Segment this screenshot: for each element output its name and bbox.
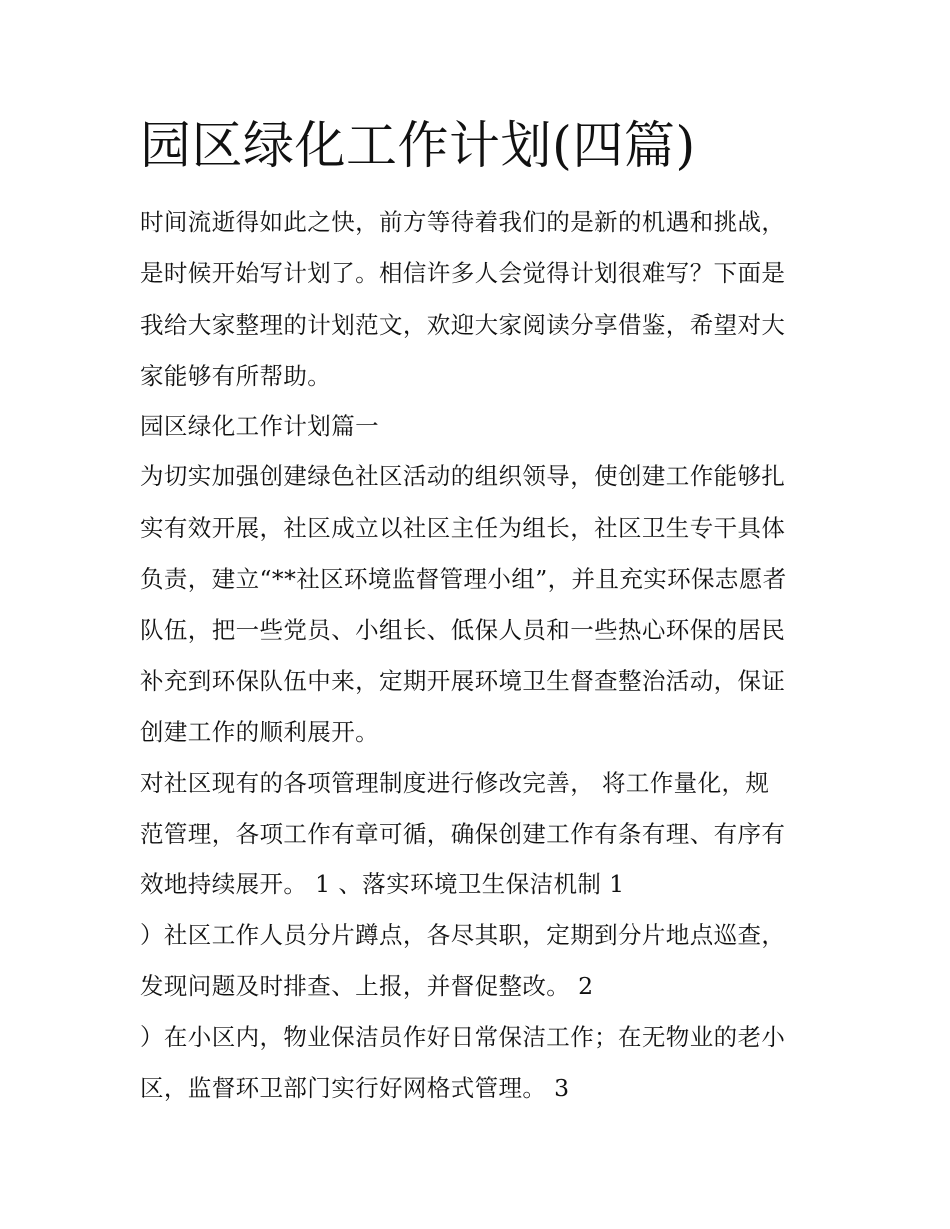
document-title: 园区绿化工作计划(四篇)	[140, 117, 696, 176]
paragraph-line: 是时候开始写计划了。相信许多人会觉得计划很难写？下面是	[140, 259, 786, 287]
paragraph-line: 对社区现有的各项管理制度进行修改完善， 将工作量化，规	[140, 769, 770, 797]
paragraph-line: 区，监督环卫部门实行好网格式管理。 3	[140, 1074, 570, 1102]
paragraph-line: 负责，建立“**社区环境监督管理小组”，并且充实环保志愿者	[140, 565, 787, 593]
section-heading: 园区绿化工作计划篇一	[140, 412, 379, 440]
paragraph-line: 为切实加强创建绿色社区活动的组织领导，使创建工作能够扎	[140, 462, 786, 490]
paragraph-line: 范管理，各项工作有章可循，确保创建工作有条有理、有序有	[140, 820, 786, 848]
paragraph-line: 实有效开展，社区成立以社区主任为组长，社区卫生专干具体	[140, 514, 786, 542]
paragraph-line: 我给大家整理的计划范文，欢迎大家阅读分享借鉴，希望对大	[140, 311, 786, 339]
paragraph-line: ）社区工作人员分片蹲点，各尽其职，定期到分片地点巡查，	[140, 921, 786, 949]
paragraph-line: 家能够有所帮助。	[140, 362, 332, 390]
paragraph-line: ）在小区内，物业保洁员作好日常保洁工作；在无物业的老小	[140, 1023, 786, 1051]
paragraph-line: 补充到环保队伍中来，定期开展环境卫生督查整治活动，保证	[140, 667, 786, 695]
paragraph-line: 队伍，把一些党员、小组长、低保人员和一些热心环保的居民	[140, 616, 786, 644]
paragraph-line: 创建工作的顺利展开。	[140, 718, 379, 746]
paragraph-line: 发现问题及时排查、上报，并督促整改。 2	[140, 972, 594, 1000]
paragraph-line: 效地持续展开。 1 、落实环境卫生保洁机制 1	[140, 870, 625, 898]
paragraph-line: 时间流逝得如此之快，前方等待着我们的是新的机遇和挑战，	[140, 208, 786, 236]
